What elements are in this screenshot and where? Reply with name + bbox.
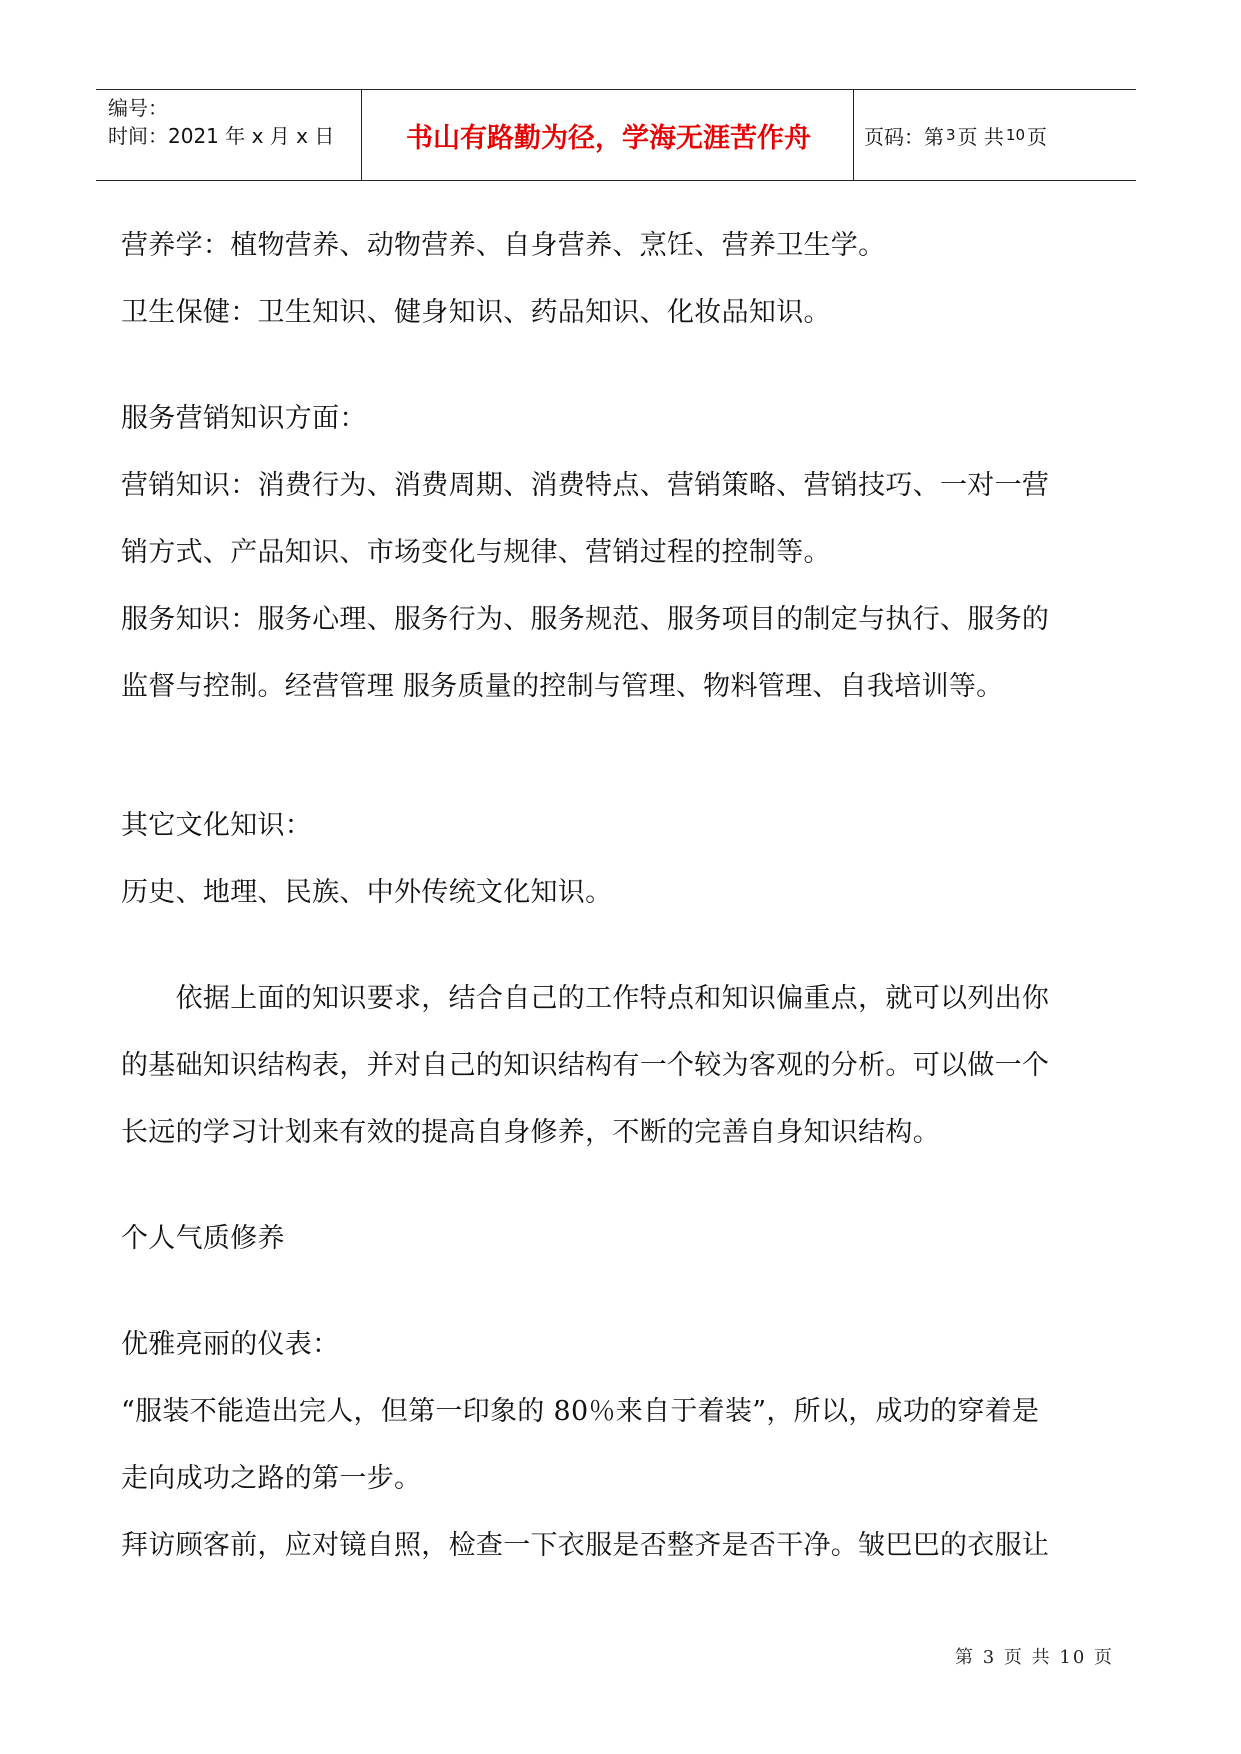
- document-number-label: 编号：: [108, 96, 168, 120]
- header-meta: [108, 94, 353, 150]
- section-heading: 其它文化知识：: [121, 810, 313, 841]
- section-heading: 服务营销知识方面：: [121, 403, 367, 434]
- body-line: 销方式、产品知识、市场变化与规律、营销过程的控制等。: [121, 537, 831, 568]
- body-line: “服装不能造出完人，但第一印象的 80％来自于着装”，所以，成功的穿着是: [121, 1396, 1040, 1427]
- section-heading: 个人气质修养: [121, 1223, 285, 1254]
- body-line: 卫生保健：卫生知识、健身知识、药品知识、化妆品知识。: [121, 297, 831, 328]
- body-line: 营养学：植物营养、动物营养、自身营养、烹饪、营养卫生学。: [121, 230, 886, 261]
- page-prefix: 页码：第: [864, 124, 944, 149]
- body-line: 服务知识：服务心理、服务行为、服务规范、服务项目的制定与执行、服务的: [121, 604, 1050, 635]
- body-line: 拜访顾客前，应对镜自照，检查一下衣服是否整齐是否干净。皱巴巴的衣服让: [121, 1530, 1050, 1561]
- body-line: 的基础知识结构表，并对自己的知识结构有一个较为客观的分析。可以做一个: [121, 1050, 1050, 1081]
- section-heading: 优雅亮丽的仪表：: [121, 1329, 340, 1360]
- body-line: 长远的学习计划来有效的提高自身修养，不断的完善自身知识结构。: [121, 1117, 940, 1148]
- page-total: 10: [1005, 126, 1025, 144]
- page-header: [96, 89, 1136, 181]
- header-motto: 书山有路勤为径，学海无涯苦作舟: [406, 122, 811, 154]
- page-number: 3: [946, 126, 956, 144]
- header-page-indicator: [864, 90, 1129, 180]
- document-time-label: 时间：2021 年 x 月 x 日: [108, 124, 335, 148]
- page-footer: 第 3 页 共 10 页: [955, 1647, 1114, 1668]
- body-line: 历史、地理、民族、中外传统文化知识。: [121, 877, 613, 908]
- body-line: 依据上面的知识要求，结合自己的工作特点和知识偏重点，就可以列出你: [121, 983, 1050, 1014]
- header-divider: [361, 90, 362, 180]
- body-line: 营销知识：消费行为、消费周期、消费特点、营销策略、营销技巧、一对一营: [121, 470, 1050, 501]
- page-mid: 页 共: [957, 124, 1004, 149]
- page-suffix: 页: [1027, 124, 1047, 149]
- body-line: 走向成功之路的第一步。: [121, 1463, 422, 1494]
- header-divider: [853, 90, 854, 180]
- body-line: 监督与控制。经营管理 服务质量的控制与管理、物料管理、自我培训等。: [121, 671, 1004, 702]
